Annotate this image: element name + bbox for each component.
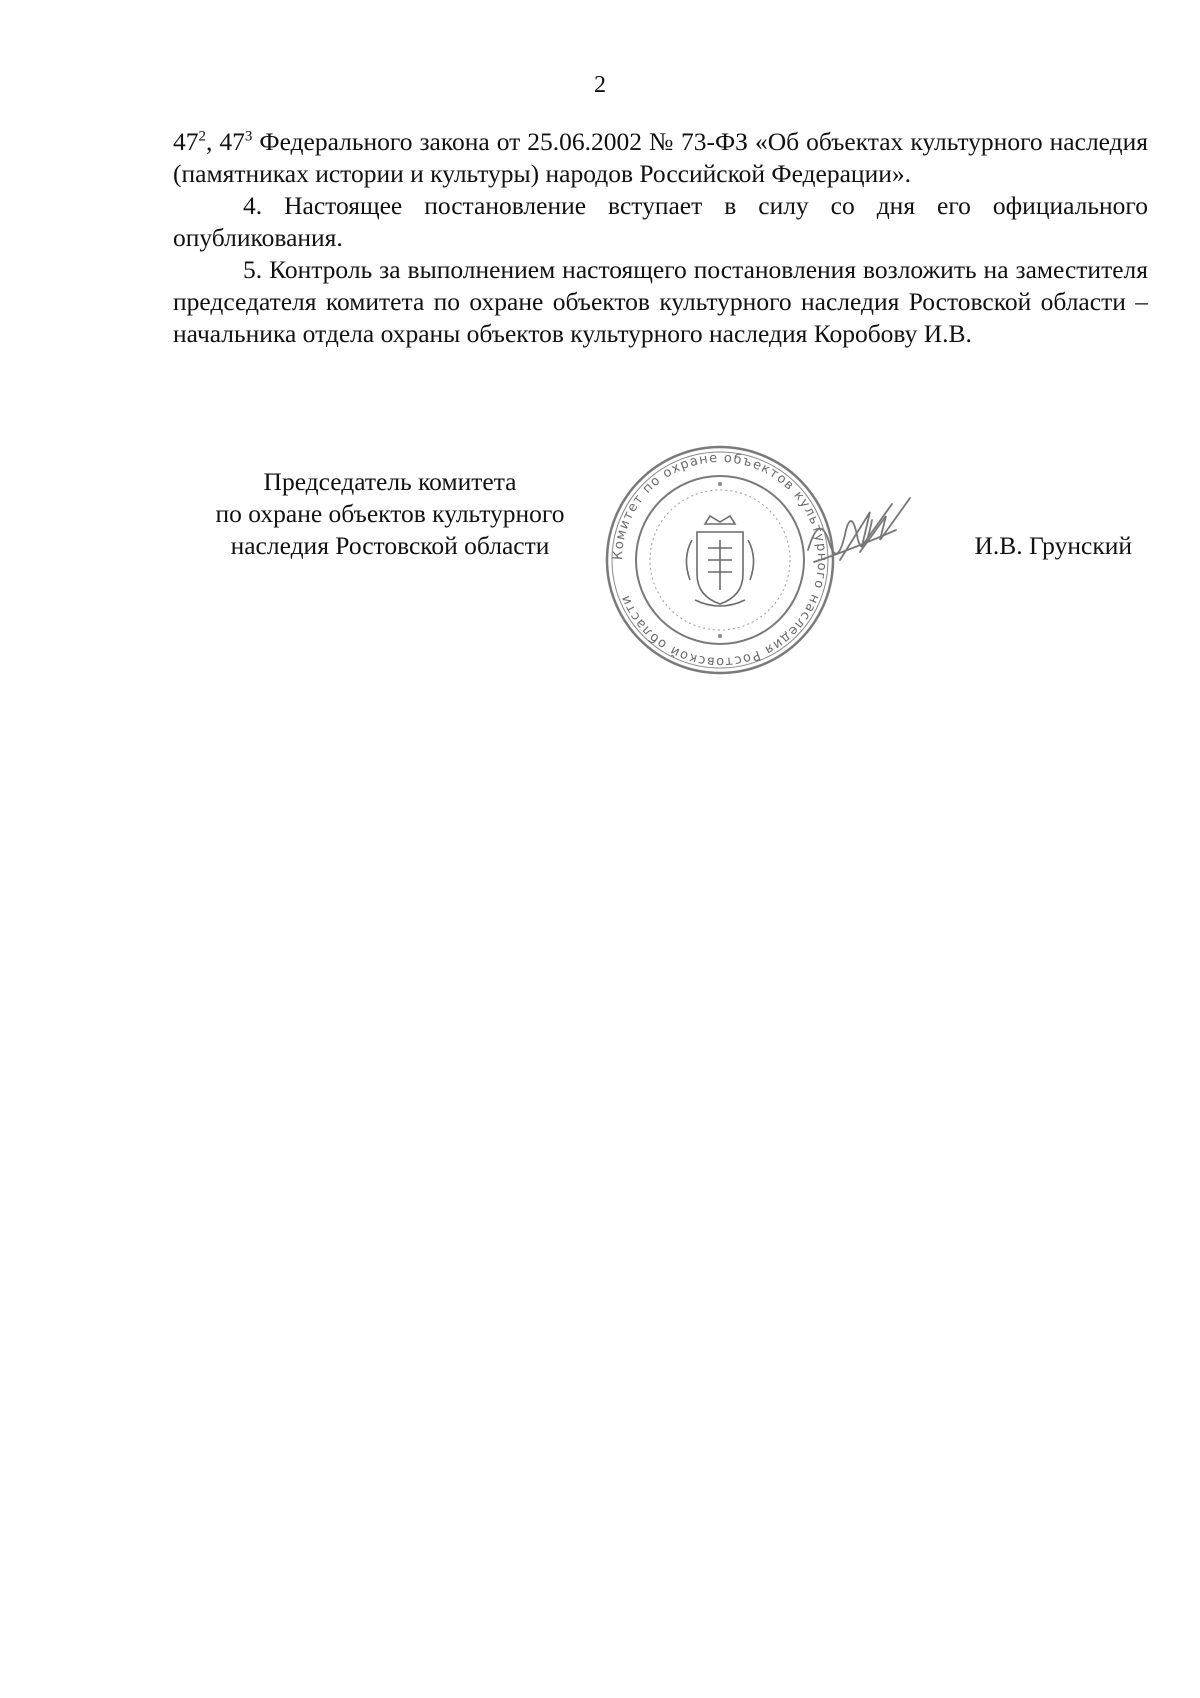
paragraph-4: 4. Настоящее постановление вступает в силу со дня его официального опубликования.	[173, 191, 1148, 252]
seal-outer-text: Комитет по охране объектов культурного наследия Ростовской области	[610, 450, 830, 670]
coat-of-arms-icon	[686, 516, 753, 606]
handwritten-signature	[800, 490, 920, 580]
document-body	[173, 126, 1148, 350]
paragraph-continuation-text: Федерального закона от 25.06.2002 № 73-ФЗ «Об объектах культурного наследия (памятниках истории и культуры) народов Российской Федерации».	[173, 127, 1148, 188]
signature-icon	[800, 490, 920, 580]
signer-title-line-2: по охране объектов культурного	[215, 499, 565, 528]
article-ref-a: 47	[173, 127, 199, 156]
signer-title-line-1: Председатель комитета	[263, 467, 517, 496]
page-number: 2	[594, 72, 606, 98]
paragraph-continuation	[173, 126, 1148, 190]
article-ref-sep: , 47	[206, 127, 245, 156]
article-ref-a-sup: 2	[198, 128, 206, 145]
signer-title-block	[160, 466, 620, 562]
article-ref-b-sup: 3	[244, 128, 253, 145]
signer-name: И.В. Грунский	[974, 531, 1132, 560]
signer-title-line-3: наследия Ростовской области	[230, 531, 550, 560]
paragraph-5: 5. Контроль за выполнением настоящего постановления возложить на заместителя председателя комитета по охране объектов культурного наследия Ростовской области – начальника отдела охраны объектов культурного наследия Коробову И.В.	[173, 255, 1148, 348]
